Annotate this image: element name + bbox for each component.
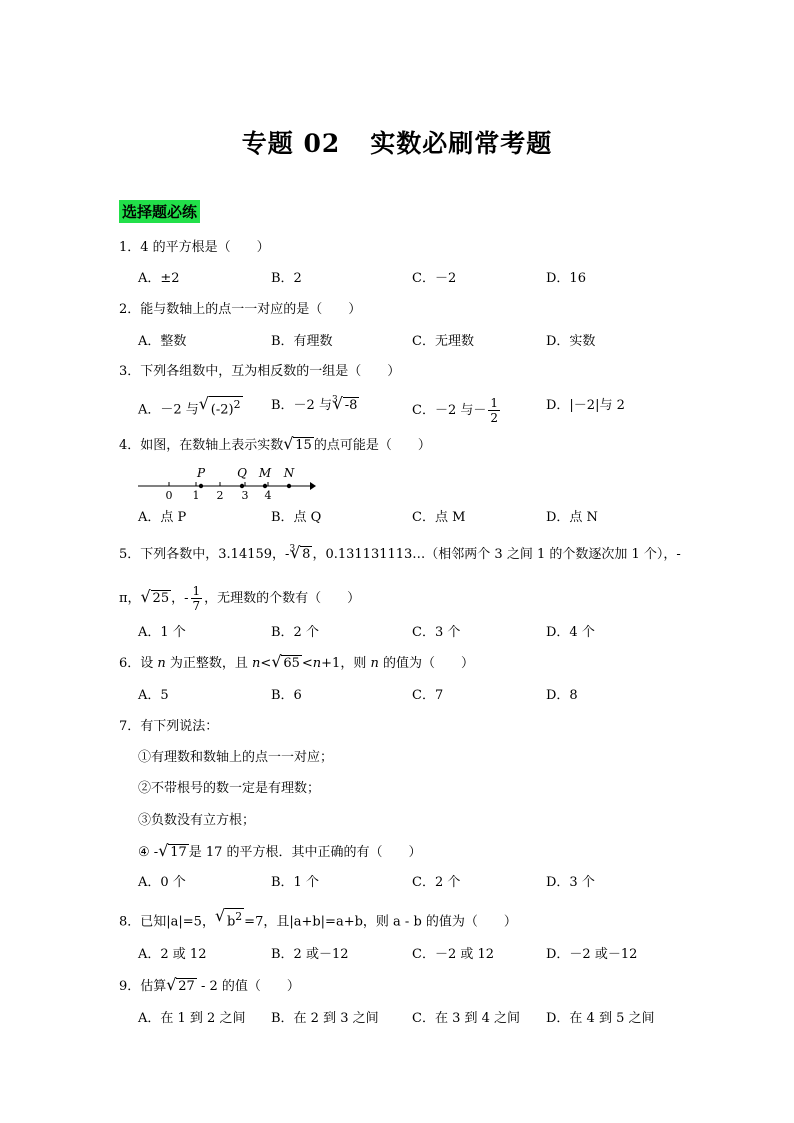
q8-option-b[interactable]: B．2 或－12: [271, 947, 349, 962]
q2-option-b[interactable]: B．有理数: [271, 334, 333, 349]
title-topic-name: 实数必刷常考题: [370, 129, 553, 158]
axis-tick-label: 1: [192, 489, 200, 502]
q9-option-d[interactable]: D．在 4 到 5 之间: [546, 1011, 655, 1026]
sqrt-symbol: √ 17: [159, 843, 189, 863]
question-9-stem: 9．估算√ 27 - 2 的值（ ）: [119, 977, 300, 997]
axis-point: [199, 484, 203, 488]
q3-option-c[interactable]: C．－2 与－ $\frac{1}{2}$: [412, 396, 498, 425]
q6-option-c[interactable]: C．7: [412, 688, 444, 703]
sqrt-symbol: √ 15: [284, 436, 314, 456]
fraction: $\frac{1}{7}$: [192, 584, 201, 613]
q7-option-c[interactable]: C．2 个: [412, 875, 461, 890]
fraction: $\frac{1}{2}$: [490, 396, 498, 425]
q9-option-c[interactable]: C．在 3 到 4 之间: [412, 1011, 521, 1026]
q5-option-a[interactable]: A．1 个: [138, 625, 186, 640]
q3-option-d[interactable]: D．|－2|与 2: [546, 398, 625, 413]
q3-option-b[interactable]: B．－2 与$^3$√ -8: [271, 396, 359, 417]
question-5-stem-line1: 5．下列各数中，3.14159，-$^3$√ 8 ，0.131131113…（相邻两个 3 之间 1 的个数逐次加 1 个），-: [119, 545, 681, 566]
axis-point: [287, 484, 291, 488]
q9-option-a[interactable]: A．在 1 到 2 之间: [138, 1011, 246, 1026]
q8-option-d[interactable]: D．－2 或－12: [546, 947, 638, 962]
question-2-stem: 2．能与数轴上的点一一对应的是（ ）: [119, 302, 362, 317]
q2-option-d[interactable]: D．实数: [546, 334, 596, 349]
question-1-stem: 1．4 的平方根是（ ）: [119, 240, 270, 255]
q7-option-d[interactable]: D．3 个: [546, 875, 595, 890]
axis-point-label: M: [258, 466, 272, 480]
q6-option-a[interactable]: A．5: [138, 688, 169, 703]
axis-point: [240, 484, 244, 488]
q7-option-a[interactable]: A．0 个: [138, 875, 186, 890]
sqrt-symbol: √ 65: [272, 654, 302, 674]
axis-tick-label: 2: [216, 489, 224, 502]
q1-option-c[interactable]: C．－2: [412, 271, 457, 286]
q5-option-d[interactable]: D．4 个: [546, 625, 595, 640]
sqrt-symbol: √ 27: [167, 977, 197, 997]
question-3-stem: 3．下列各组数中，互为相反数的一组是（ ）: [119, 364, 401, 379]
q8-option-c[interactable]: C．－2 或 12: [412, 947, 495, 962]
q4-option-a[interactable]: A．点 P: [138, 510, 187, 525]
q2-option-c[interactable]: C．无理数: [412, 334, 474, 349]
q8-option-a[interactable]: A．2 或 12: [138, 947, 207, 962]
axis-tick-label: 4: [264, 489, 272, 502]
axis-point: [263, 484, 267, 488]
q6-option-b[interactable]: B．6: [271, 688, 302, 703]
axis-arrow-icon: [310, 482, 316, 490]
question-5-stem-line2: π，√ 25 ，- $\frac{1}{7}$ ，无理数的个数有（ ）: [119, 584, 360, 613]
q3-option-a[interactable]: A．－2 与√ $(-2)^2$: [138, 396, 243, 420]
cube-root-symbol: √ 8: [291, 545, 312, 565]
q4-option-c[interactable]: C．点 M: [412, 510, 466, 525]
question-8-stem: 8．已知|a|=5，√ $b^2 =7$，且|a+b|=a+b，则 a - b 的值为（ ）: [119, 908, 517, 932]
q1-option-d[interactable]: D．16: [546, 271, 586, 286]
q7-statement-4: ④ -√ 17 是 17 的平方根．其中正确的有（ ）: [138, 843, 422, 863]
question-6-stem: 6．设 n 为正整数，且 n<√ 65 <n+1，则 n 的值为（ ）: [119, 654, 474, 674]
q1-option-b[interactable]: B．2: [271, 271, 302, 286]
q5-option-c[interactable]: C．3 个: [412, 625, 461, 640]
axis-tick-label: 0: [165, 489, 173, 502]
q4-option-d[interactable]: D．点 N: [546, 510, 598, 525]
sqrt-symbol: √ $b^2$: [216, 908, 244, 932]
cube-root-symbol: √ -8: [334, 396, 360, 416]
section-label: 选择题必练: [119, 200, 200, 223]
q1-option-a[interactable]: A．±2: [138, 271, 180, 286]
sqrt-symbol: √ 25: [142, 589, 172, 609]
sqrt-symbol: √ $(-2)^2$: [200, 396, 243, 420]
q7-statement-2: ②不带根号的数一定是有理数；: [138, 781, 321, 796]
q6-option-d[interactable]: D．8: [546, 688, 578, 703]
axis-point-label: Q: [237, 466, 247, 480]
q5-option-b[interactable]: B．2 个: [271, 625, 319, 640]
title-topic-number: 专题 02: [241, 129, 341, 158]
axis-tick-label: 3: [241, 489, 249, 502]
question-4-stem: 4．如图，在数轴上表示实数√ 15 的点可能是（ ）: [119, 436, 431, 456]
axis-point-label: N: [283, 466, 295, 480]
q9-option-b[interactable]: B．在 2 到 3 之间: [271, 1011, 379, 1026]
q7-statement-1: ①有理数和数轴上的点一一对应；: [138, 750, 334, 765]
q7-statement-3: ③负数没有立方根；: [138, 813, 256, 828]
q2-option-a[interactable]: A．整数: [138, 334, 187, 349]
page-title: [0, 124, 794, 160]
number-line-figure: [138, 462, 318, 502]
question-7-stem: 7．有下列说法：: [119, 719, 219, 734]
q7-option-b[interactable]: B．1 个: [271, 875, 319, 890]
axis-point-label: P: [196, 466, 206, 480]
q4-option-b[interactable]: B．点 Q: [271, 510, 322, 525]
